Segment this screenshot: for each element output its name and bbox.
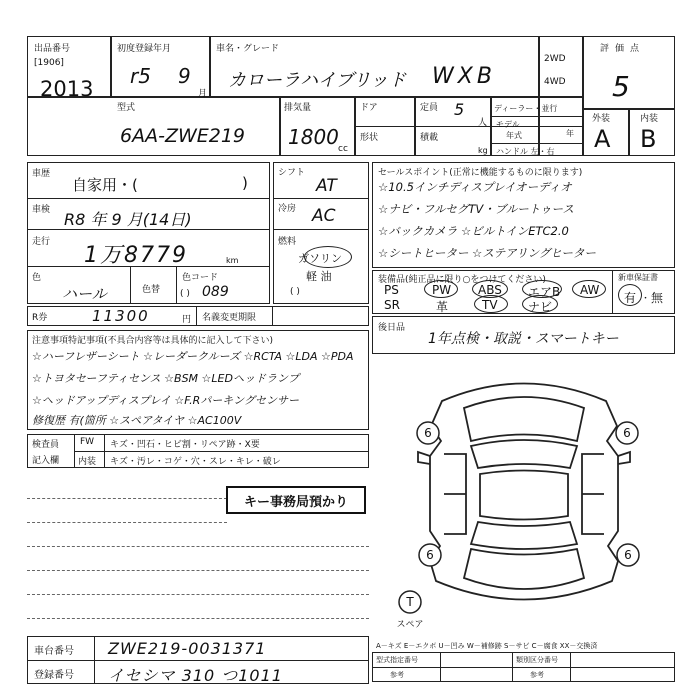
capacity-unit: 人 [478,118,488,128]
car-rear-window [471,522,577,549]
warranty-yes-circle [618,284,642,306]
blank-line [27,546,369,547]
shift-value: AT [316,176,337,196]
displacement-value: 1800 [288,125,339,149]
history-value: 自家用・( [72,176,138,194]
equip-aw: AW [580,283,600,297]
history-label: 車歴 [32,169,51,179]
model-name-label: 車名・グレード [216,44,280,54]
history-close: ) [242,174,248,192]
first-registration-label: 初度登録年月 [117,44,172,54]
notes-line: ☆ヘッドアップディスプレイ ☆F.Rパーキングセンサー [32,394,299,407]
notes-line: ☆トヨタセーフティセンス ☆BSM ☆LEDヘッドランプ [32,372,299,385]
color-label: 色 [32,273,42,283]
mileage-value: 1万8779 [84,243,188,268]
model-grade: WXB [432,64,496,89]
warranty-no: 無 [651,291,664,305]
registration-value: イセシマ 310 つ1011 [108,666,283,685]
type-label: 型式 [117,103,136,113]
blank-line [27,522,227,523]
circle-pw [424,280,458,298]
displacement-unit: cc [338,144,348,154]
equipment-title: 装備品(純正品に限り○をつけてください) [378,275,546,285]
notes-line: ☆ハーフレザーシート ☆レーダークルーズ ☆RCTA ☆LDA ☆PDA [32,350,354,363]
inspector-interior: 内装 [78,457,97,467]
car-damage-diagram [372,356,675,638]
lot-number: 2013 [40,77,94,101]
sales-point-item: ☆シートヒーター ☆ステアリングヒーター [378,246,596,260]
inspector-label: 検査員 [32,440,60,450]
inspector-fw-items: キズ・凹石・ヒビ割・リペア跡・X要 [110,440,260,450]
color-code-value: 089 [202,284,229,300]
blank-line [27,570,369,571]
sales-point-item: ☆ナビ・フルセグTV・ブルートゥース [378,202,574,216]
exterior-grade: A [594,125,611,153]
equip-navi: ナビ [528,300,553,314]
shape-label: 形状 [360,133,379,143]
color-no-label: 色替 [142,285,161,295]
blank-line [27,618,369,619]
fuel-gasoline: ガソリン [298,252,342,265]
month-unit: 月 [198,89,208,99]
first-registration-year: r5 [130,64,151,88]
circle-aw [572,280,606,298]
mileage-label: 走行 [32,237,51,247]
chassis-value: ZWE219-0031371 [108,639,267,658]
blank-line [27,498,227,499]
car-trunk [464,549,584,589]
first-registration-month: 9 [178,64,191,88]
registration-label: 登録番号 [34,670,74,681]
load-unit: kg [478,146,488,155]
capacity-value: 5 [454,100,465,119]
ref-label-2: 参考 [530,671,544,679]
car-roof [480,471,568,520]
new-warranty-label: 新車保証書 [618,273,658,282]
recycle-frame [27,306,369,326]
interior-grade: B [640,125,657,153]
equip-abs: ABS [478,283,502,297]
drive-2wd: 2WD [544,54,566,64]
tire-mark-text: 6 [624,548,632,562]
dealer-label: ディーラー・並行 [494,104,558,113]
fuel-gasoline-circle [304,246,352,268]
exterior-label: 外装 [592,114,611,124]
score-value: 5 [612,70,630,103]
notes-line: 修復歴 有(箇所 ☆スペアタイヤ ☆AC100V [32,414,242,427]
warranty-sep: ・ [641,294,651,304]
shift-label: シフト [278,168,306,178]
color-value: ハール [62,285,107,303]
ac-label: 冷房 [278,204,297,214]
equip-ps: PS [384,283,399,297]
equip-sr: SR [384,298,400,312]
tire-mark-text: 6 [623,426,631,440]
equip-pw: PW [432,283,452,297]
type-value: 6AA-ZWE219 [120,125,246,147]
circle-navi [522,295,558,313]
lot-code: [1906] [34,58,64,68]
recycle-unit: 円 [182,315,192,325]
blank-line [27,594,369,595]
displacement-label: 排気量 [284,103,312,113]
model-name: カローラハイブリッド [228,70,407,91]
key-office-stamp-text: キー事務局預かり [243,494,348,510]
equipment-grid [378,283,610,313]
cert-number-label: 型式指定番号 [376,656,418,664]
equip-leather: 革 [436,300,449,314]
chassis-label: 車台番号 [34,646,74,657]
recycle-label: R券 [32,313,48,323]
key-office-stamp [226,486,366,514]
ref-label-1: 参考 [390,671,404,679]
inspector-interior-items: キズ・汚レ・コゲ・穴・スレ・キレ・破レ [110,457,281,467]
lot-number-label: 出品番号 [34,44,71,54]
fuel-diesel: 軽 油 [306,270,332,283]
recycle-value: 11300 [92,307,150,325]
after-parts-label: 後日品 [378,323,406,333]
car-hood [464,397,584,441]
spare-label: スペア [396,620,424,630]
warranty-yes: 有 [624,291,637,305]
after-parts-value: 1年点検・取説・スマートキー [428,331,619,347]
model-year-label-2: 年式 [506,131,522,140]
fuel-parens: ( ) [290,287,300,297]
spare-mark-text: T [406,595,414,609]
doors-label: ドア [360,103,378,113]
sales-points-title: セールスポイント(正常に機能するものに限ります) [378,168,583,178]
model-year-label-1: モデル [496,120,520,129]
inspection-value: R8 年 9 月(14日) [64,210,192,229]
inspector-fw: FW [80,437,95,447]
car-body-outline [430,384,618,600]
mileage-unit: km [226,256,239,265]
fuel-label: 燃料 [278,237,297,247]
inspection-label: 車検 [32,205,51,215]
capacity-label: 定員 [420,103,439,113]
equip-airbag: エアB [528,285,561,299]
circle-tv [474,295,508,313]
class-number-label: 類別区分番号 [516,656,558,664]
tire-mark-text: 6 [424,426,432,440]
color-code-label: 色コード [182,273,219,283]
drive-4wd: 4WD [544,77,566,87]
notes-title: 注意事項特記事項(不具合内容等は具体的に記入して下さい) [32,336,274,346]
ac-value: AC [312,206,336,226]
name-change-label: 名義変更期限 [202,313,257,323]
score-label: 評価点 [600,44,646,54]
damage-code-legend: A－キズ E－エクボ U－凹み W－補修跡 S－サビ C－腐食 XX－交換済 [376,642,598,650]
color-code-parens: ( ) [180,289,190,299]
load-label: 積載 [420,133,439,143]
equip-tv: TV [482,298,498,312]
interior-label: 内装 [640,114,659,124]
sales-point-item: ☆バックカメラ ☆ビルトインETC2.0 [378,224,569,238]
inspector-label-2: 記入欄 [32,456,60,466]
year-unit: 年 [566,129,574,138]
tire-mark-text: 6 [426,548,434,562]
car-windshield [471,440,577,468]
handle-label: ハンドル 左・右 [496,147,555,156]
sales-point-item: ☆10.5インチディスプレイオーディオ [378,180,572,194]
